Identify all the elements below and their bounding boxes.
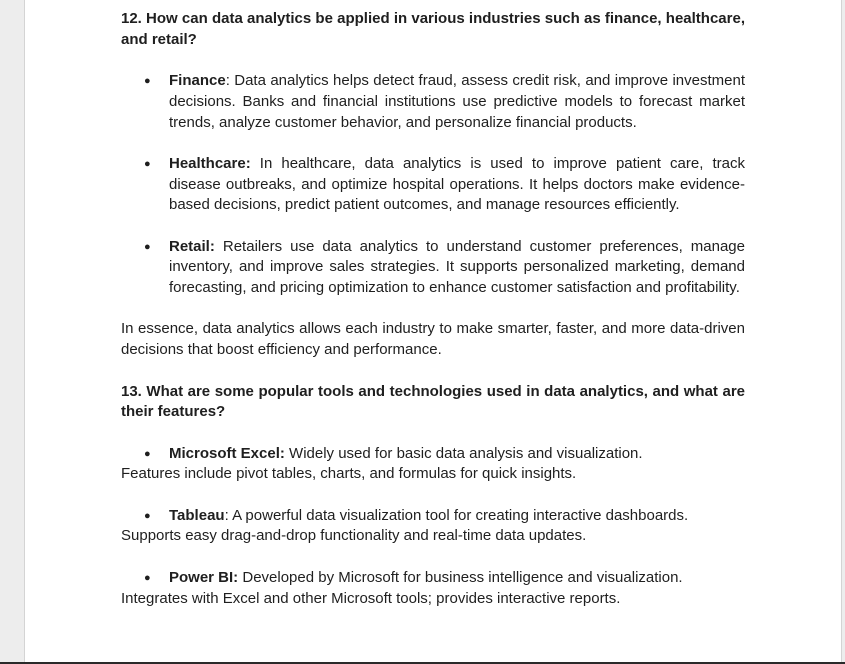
finance-description: Data analytics helps detect fraud, assess credit risk, and improve investment decisions. Banks and financial institutions use predictive models to forecast market trends, analyze customer behavior, and personalize financial products. <box>169 72 745 131</box>
tool-item-tableau <box>121 506 745 547</box>
tableau-description: A powerful data visualization tool for creating interactive dashboards. <box>228 506 689 524</box>
term-separator: : <box>225 72 230 90</box>
excel-description: Widely used for basic data analysis and visualization. <box>284 444 643 462</box>
list-item-healthcare <box>121 154 745 216</box>
tableau-features: Supports easy drag-and-drop functionality and real-time data updates. <box>121 527 587 545</box>
summary-paragraph: In essence, data analytics allows each industry to make smarter, faster, and more data-driven decisions that boost efficiency and performance. <box>121 320 745 359</box>
term-retail: Retail: <box>169 237 215 255</box>
powerbi-features: Integrates with Excel and other Microsoft tools; provides interactive reports. <box>121 589 621 607</box>
question-13-heading: 13. What are some popular tools and technologies used in data analytics, and what are their features? <box>121 382 745 421</box>
list-item-finance <box>121 71 745 133</box>
list-item-retail <box>121 237 745 299</box>
term-powerbi: Power BI: <box>169 568 239 586</box>
term-finance: Finance <box>169 72 226 90</box>
tool-item-powerbi <box>121 568 745 609</box>
term-separator: : <box>224 506 229 524</box>
industry-list <box>121 71 745 299</box>
powerbi-description: Developed by Microsoft for business intelligence and visualization. <box>238 568 683 586</box>
term-excel: Microsoft Excel: <box>169 444 285 462</box>
document-content <box>121 9 745 630</box>
term-tableau: Tableau <box>169 506 225 524</box>
document-page <box>24 0 842 664</box>
healthcare-description: In healthcare, data analytics is used to improve patient care, track disease outbreaks, and optimize hospital operations. It helps doctors make evidence-based decisions, predict patient outcomes, and manage resources efficiently. <box>169 154 745 214</box>
excel-features: Features include pivot tables, charts, and formulas for quick insights. <box>121 465 577 483</box>
retail-description: Retailers use data analytics to understand customer preferences, manage inventory, and improve sales strategies. It supports personalized marketing, demand forecasting, and pricing optimization to enhance customer satisfaction and profitability. <box>169 237 745 297</box>
question-12-heading: 12. How can data analytics be applied in various industries such as finance, healthcare, and retail? <box>121 10 745 48</box>
tool-item-excel <box>121 444 745 485</box>
term-healthcare: Healthcare: <box>169 154 251 172</box>
